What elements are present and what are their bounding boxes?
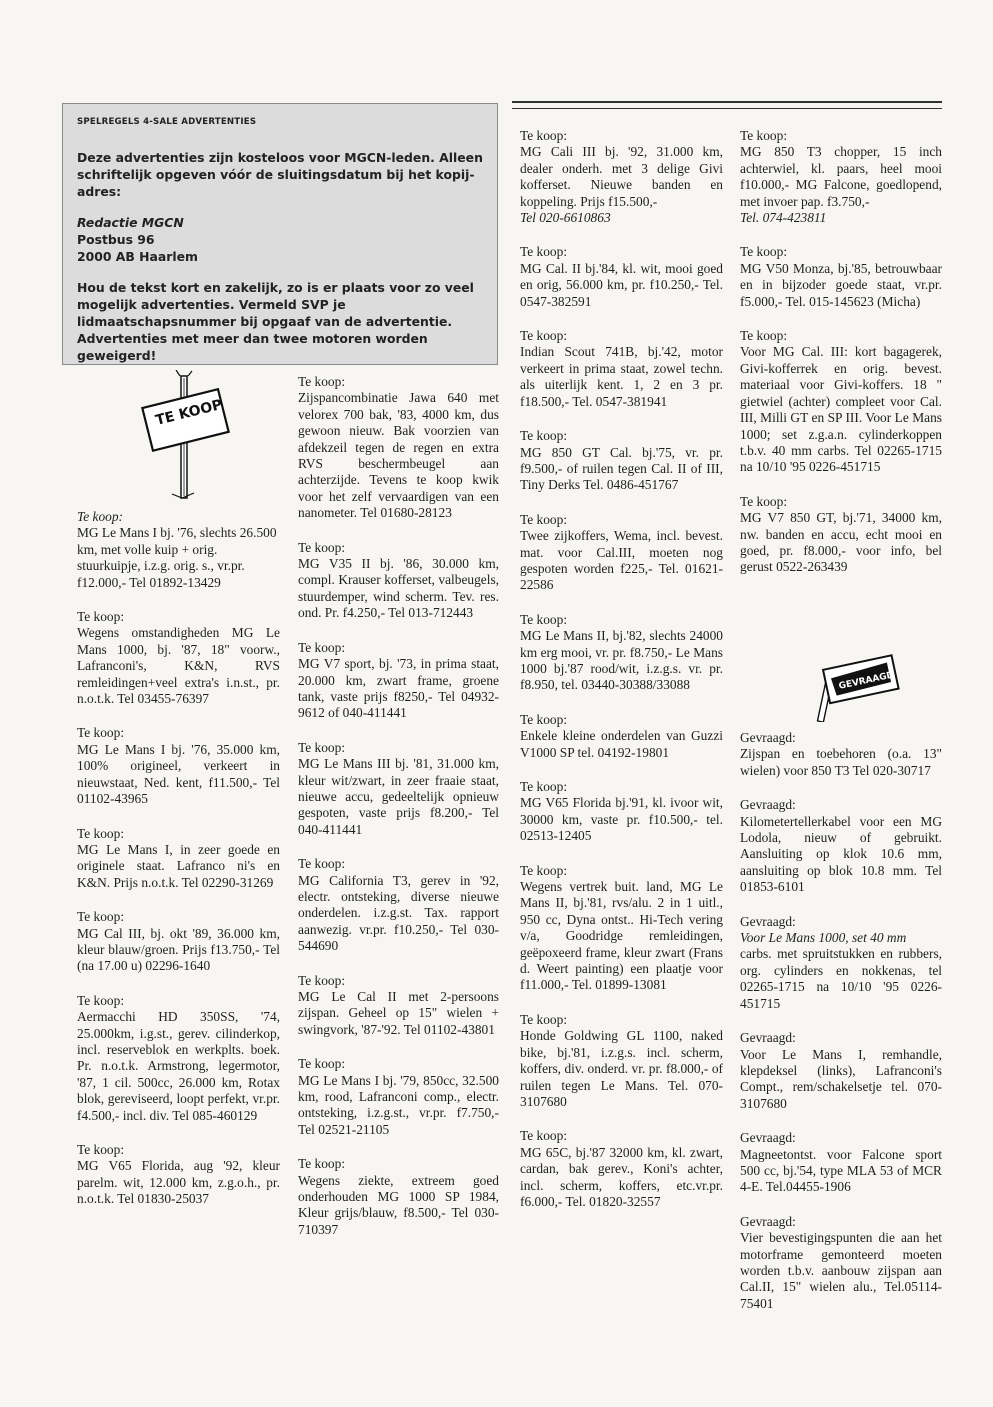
ad-item [740,797,942,895]
ad-title: Te koop: [520,328,568,344]
wanted-column [740,730,942,1330]
ad-title: Te koop: [77,509,123,524]
ad-body: MG 65C, bj.'87 32000 km, kl. zwart, cardan, bak gerev., Koni's achter, incl. scherm, koffers, etc.vr.pr. f6.000,- Tel. 01820-32557 [520,1144,723,1209]
address-line: Redactie MGCN [77,215,184,230]
ad-body: Voor Le Mans I, remhandle, klepdeksel (links), Lafranconi's Compt., rem/schakelsetje tel. 070-3107680 [740,1046,942,1111]
ad-title: Te koop: [520,244,568,260]
ad-body: Zijspan en toebehoren (o.a. 13" wielen) voor 850 T3 Tel 020-30717 [740,746,942,778]
ad-title: Te koop: [520,711,568,727]
ad-body: MG Le Cal II met 2-persoons zijspan. Geheel op 15" wielen + swingvork, '87-'92. Tel 01102-43801 [298,989,499,1037]
ad-title: Te koop: [520,428,568,444]
ad-lead: Voor Le Mans 1000, set 40 mm [740,930,907,946]
ad-body: MG V35 II bj. '86, 30.000 km, compl. Krauser kofferset, valbeugels, stuurdemper, wind scherm. Tev. res. ond. Pr. f4.250,- Tel 013-712443 [298,556,499,621]
top-rule [512,101,942,103]
ad-title: Te koop: [77,1142,125,1157]
address-line: Postbus 96 [77,232,155,247]
ad-item [77,909,280,975]
ad-title: Te koop: [520,511,568,527]
ad-body: Wegens omstandigheden MG Le Mans 1000, bj. '87, 18" voorw., Lafranconi's, K&N, RVS remleidingen+veel extra's i.n.st., pr. n.o.t.k. Tel 03455-76397 [77,625,280,707]
ad-title: Te koop: [77,725,125,741]
ad-item [520,1128,723,1210]
ad-body: MG California T3, gerev in '92, electr. ontsteking, diverse nieuwe onderdelen. i.z.g.st. Tax. rapport aanwezig. vr.pr. f10.250,- Tel 030-544690 [298,872,499,954]
ad-body: MG Le Mans II, bj.'82, slechts 24000 km erg mooi, vr. pr. f8.750,- Le Mans 1000 bj.'87 rood/wit, i.z.g.s. vr. pr. f8.950, tel. 03440-30388/33088 [520,628,723,693]
ad-item [520,779,723,845]
ad-body: Zijspancombinatie Jawa 640 met velorex 700 bak, '83, 4000 km, dus gewoon nieuw. Bak voorzien van afdekzeil tegen de regen en extra RVS beschermbeugel aan achterzijde. Tevens te koop kwik voor het zelf vervaardigen van een nanometer. Tel 01680-28123 [298,390,499,521]
ad-body: MG Le Mans I, in zeer goede en originele staat. Lafranco ni's en K&N. Prijs n.o.t.k. Tel 02290-31269 [77,841,280,890]
ad-title: Gevraagd: [740,1030,796,1046]
ad-column-2 [298,374,499,1256]
rules-info-box [62,103,498,365]
info-box-header: SPELREGELS 4-SALE ADVERTENTIES [77,117,257,127]
ad-item [740,730,942,779]
ad-title: Te koop: [520,1128,568,1144]
ad-item [77,725,280,807]
ad-body: Wegens vertrek buit. land, MG Le Mans II, bj.'81, rvs/alu. 2 in 1 uitl., 950 cc, Dyna ontst.. Hi-Tech vering v/a, Goodridge remleidingen, geëpoxeerd frame, kleur zwart (Frans d. Weert painting) een plaatje voor f11.000,- Tel. 01899-13081 [520,879,723,993]
ad-title: Te koop: [77,609,125,625]
ad-item [298,374,499,522]
gevraagd-sign-icon [812,650,904,722]
ad-title: Te koop: [740,328,788,344]
ad-body: Magneetontst. voor Falcone sport 500 cc, bj.'54, type MLA 53 of MCR 4-E. Tel.04455-1906 [740,1146,942,1195]
ad-title: Gevraagd: [740,1130,796,1146]
ad-item [77,993,280,1124]
ad-title: Te koop: [77,909,125,925]
ad-body: Voor MG Cal. III: kort bagagerek, Givi-kofferrek en orig. bevest. materiaal voor Givi-koffers. 18 " gietwiel (achter) compleet voor Cal. III, Milli GT en SP III. Voor Le Mans 1000; set z.g.a.n. cylinderkoppen t.b.v. 40 mm carbs. Tel 02265-1715 na 10/10 '95 0226-451715 [740,344,942,475]
ad-item [520,428,723,494]
ad-item [520,128,723,226]
ad-item [520,863,723,994]
ad-item [740,128,942,226]
ad-body: MG V65 Florida, aug '92, kleur parelm. wit, 12.000 km, z.g.o.h., pr. n.o.t.k. Tel 01830-25037 [77,1158,280,1207]
ad-body: Kilometertellerkabel voor een MG Lodola, nieuw of gebruikt. Aansluiting op klok 10.6 mm, aansluiting op blok 10.8 mm. Tel 01853-6101 [740,813,942,895]
ad-body: MG Cali III bj. '92, 31.000 km, dealer onderh. met 3 delige Givi kofferset. Nieuwe banden en koppeling. Prijs f15.500,- [520,144,723,209]
ad-item [520,612,723,694]
ad-item [77,826,280,892]
ad-item [740,244,942,310]
info-box-rules: Hou de tekst kort en zakelijk, zo is er plaats voor zo veel mogelijk advertenties. Vermeld SVP je lidmaatschapsnummer bij opgaaf van de advertentie. Advertenties met meer dan twee motoren worden geweigerd! [77,280,474,363]
ad-title: Te koop: [298,1056,346,1072]
ad-item [520,712,723,761]
ad-title: Te koop: [298,1156,346,1172]
ad-body: carbs. met spruitstukken en rubbers, org. cylinders en nokkenas, tel 02265-1715 na 10/10 '95 0226-451715 [740,946,942,1011]
ad-title: Gevraagd: [740,797,796,813]
ad-title: Te koop: [77,825,125,841]
ad-item [520,244,723,310]
ad-title: Te koop: [740,244,788,260]
ad-body: MG Le Mans III bj. '81, 31.000 km, kleur wit/zwart, in zeer fraaie staat, nieuwe accu, gedeeltelijk opnieuw gespoten, vaste prijs f8.200,- Tel 040-411441 [298,756,499,837]
ad-body: Enkele kleine onderdelen van Guzzi V1000 SP tel. 04192-19801 [520,728,723,760]
ad-title: Te koop: [520,128,568,143]
ad-body: MG Cal. II bj.'84, kl. wit, mooi goed en orig, 56.000 km, pr. f10.250,- Tel. 0547-382591 [520,260,723,309]
ad-column-3 [520,128,723,1228]
ad-item [298,740,499,838]
ad-title: Te koop: [77,992,125,1008]
ad-column-1 [77,509,280,1226]
ad-title: Te koop: [298,856,346,872]
ad-body: MG Le Mans I bj. '79, 850cc, 32.500 km, rood, Lafranconi comp., electr. ontsteking, i.z.g.st., vr.pr. f7.750,- Tel 02521-21105 [298,1072,499,1137]
ad-item [77,509,280,591]
ad-body: MG Le Mans I bj. '76, 35.000 km, 100% origineel, verkeert in nieuwstaat, Ned. kent, f11.500,- Tel 01102-43965 [77,741,280,807]
ad-title: Te koop: [740,128,788,143]
info-box-address [77,214,485,265]
ad-body: Aermacchi HD 350SS, '74, 25.000km, i.g.st., gerev. cilinderkop, incl. reserveblok en werkplts. boek. Pr. n.o.t.k. Armstrong, legermotor, '87, 1 cil. 500cc, 26.000 km, Rotax blok, gereviseerd, loopt perfekt, vr.pr. f4.500,- incl. div. Tel 085-460129 [77,1009,280,1123]
gevraagd-sign-text: GEVRAAGD [837,670,895,692]
ad-item [298,856,499,954]
ad-item [520,328,723,410]
ad-body: MG Le Mans I bj. '76, slechts 26.500 km, met volle kuip + orig. stuurkuipje, i.z.g. orig. s., vr.pr. f12.000,- Tel 01892-13429 [77,525,277,590]
ad-body: Indian Scout 741B, bj.'42, motor verkeert in prima staat, zowel techn. als uiterlijk kent. 1, 2 en 3 pr. f18.500,- Tel. 0547-381941 [520,344,723,409]
ad-body: Wegens ziekte, extreem goed onderhouden MG 1000 SP 1984, Kleur grijs/blauw, f8.500,- Tel 030-710397 [298,1172,499,1237]
ad-item [740,914,942,1012]
te-koop-sign-icon [140,370,230,500]
ad-item [740,1214,942,1312]
ad-item [298,1156,499,1238]
te-koop-sign-text: TE KOOP [153,396,225,429]
ad-title: Te koop: [298,539,346,555]
info-box-intro: Deze advertenties zijn kosteloos voor MGCN-leden. Alleen schriftelijk opgeven vóór de sluitingsdatum bij het kopij-adres: [77,150,483,199]
ad-item [298,973,499,1039]
ad-body: MG V50 Monza, bj.'85, betrouwbaar en in bijzoder goede staat, vr.pr. f5.000,- Tel. 015-145623 (Micha) [740,260,942,309]
ad-item [298,540,499,622]
ad-item [740,1030,942,1112]
ad-body: Twee zijkoffers, Wema, incl. bevest. mat. voor Cal.III, moeten nog gespoten worden f225,- Tel. 01621-22586 [520,528,723,593]
ad-title: Te koop: [520,1011,568,1027]
ad-item [740,328,942,476]
ad-title: Gevraagd: [740,730,796,745]
ad-phone: Tel 020-6610863 [520,210,611,226]
ad-title: Te koop: [298,374,346,389]
ad-item [77,609,280,707]
ad-body: Vier bevestigingspunten die aan het motorframe gemonteerd moeten worden t.b.v. aanbouw zijspan aan Cal.II, 15" wielen alu., Tel.05114-75401 [740,1230,942,1311]
ad-body: MG 850 T3 chopper, 15 inch achterwiel, kl. paars, heel mooi f10.000,- MG Falcone, goedlopend, met invoer pap. f3.750,- [740,144,942,209]
ad-item [740,1130,942,1196]
ad-title: Te koop: [740,493,788,509]
ad-item [740,494,942,576]
ad-column-4 [740,128,942,594]
ad-title: Te koop: [520,862,568,878]
top-rule-thin [512,108,942,109]
ad-item [298,1056,499,1138]
ad-body: MG Cal III, bj. okt '89, 36.000 km, kleur blauw/groen. Prijs f13.750,- Tel (na 17.00 u) 02296-1640 [77,925,280,974]
ad-item [520,1012,723,1110]
ad-item [520,512,723,594]
ad-body: MG V7 sport, bj. '73, in prima staat, 20.000 km, zwart frame, groene tank, vaste prijs f8250,- Tel 04932-9612 of 040-411441 [298,656,499,721]
te-koop-sign [140,370,230,500]
ad-title: Gevraagd: [740,913,796,929]
ad-title: Te koop: [298,639,346,655]
ad-title: Te koop: [520,779,568,794]
ad-title: Te koop: [520,611,568,627]
ad-body: MG 850 GT Cal. bj.'75, vr. pr. f9.500,- of ruilen tegen Cal. II of III, Tiny Derks Tel. 0486-451767 [520,444,723,493]
gevraagd-sign [812,650,904,722]
ad-title: Te koop: [298,739,346,755]
address-line: 2000 AB Haarlem [77,249,198,264]
ad-item [77,1142,280,1208]
ad-body: MG V65 Florida bj.'91, kl. ivoor wit, 30000 km, vaste pr. f10.500,- tel. 02513-12405 [520,795,723,844]
ad-title: Te koop: [298,972,346,988]
ad-title: Gevraagd: [740,1213,796,1229]
ad-item [298,640,499,722]
ad-body: Honde Goldwing GL 1100, naked bike, bj.'81, i.z.g.s. incl. scherm, koffers, div. onderd. vr. pr. f8.000,- of ruilen tegen Le Mans. Tel. 070-3107680 [520,1028,723,1109]
ad-body: MG V7 850 GT, bj.'71, 34000 km, nw. banden en accu, echt mooi en goed, pr. f8.000,- voor info, bel gerust 0522-263439 [740,510,942,575]
ad-phone: Tel. 074-423811 [740,210,827,226]
